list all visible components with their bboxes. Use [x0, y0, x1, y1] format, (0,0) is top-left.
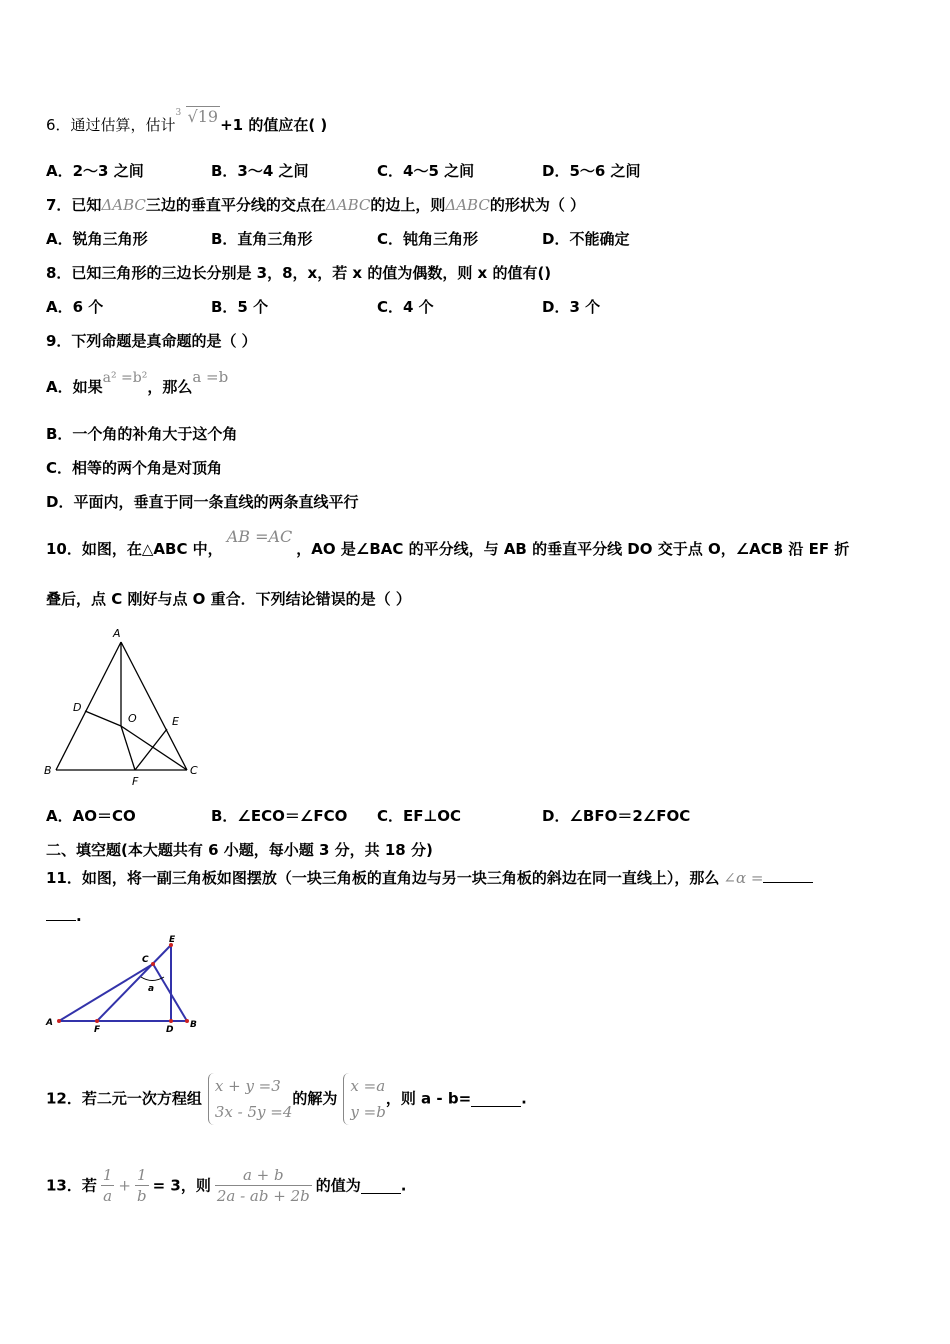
q7-option-c[interactable]: C．钝角三角形	[377, 230, 479, 248]
q8-option-b[interactable]: B．5 个	[211, 298, 269, 316]
q6-option-a[interactable]: A．2～3 之间	[46, 162, 144, 180]
q11-triangle-set-figure	[40, 930, 210, 1040]
q10-option-a[interactable]: A．AO＝CO	[46, 807, 136, 825]
q9-option-b[interactable]: B．一个角的补角大于这个角	[46, 425, 238, 443]
segment-do	[85, 711, 121, 726]
label-b: B	[44, 764, 52, 777]
label-a: A	[46, 1018, 53, 1028]
segment-oc	[121, 726, 187, 770]
q10-stem-line2: 叠后，点 C 刚好与点 O 重合．下列结论错误的是（ ）	[46, 590, 411, 608]
label-e: E	[172, 715, 179, 728]
q12-answer-blank[interactable]	[471, 1090, 521, 1107]
segment-ef	[135, 729, 167, 770]
q7-option-d[interactable]: D．不能确定	[542, 230, 630, 248]
q10-stem: 10．如图，在△ABC 中，AB =AC，AO 是∠BAC 的平分线，与 AB 的垂直平分线 DO 交于点 O，∠ACB 沿 EF 折	[46, 527, 850, 558]
q6-stem: 6．通过估算，估计 3 √19 +1 的值应在( )	[46, 107, 328, 134]
label-a: A	[113, 627, 121, 640]
q6-option-d[interactable]: D．5～6 之间	[542, 162, 641, 180]
q9-option-d[interactable]: D．平面内，垂直于同一条直线的两条直线平行	[46, 493, 359, 511]
label-alpha: a	[148, 984, 155, 994]
q7-option-a[interactable]: A．锐角三角形	[46, 230, 148, 248]
label-e: E	[169, 935, 176, 945]
segment-ac	[121, 642, 187, 770]
q9-option-c[interactable]: C．相等的两个角是对顶角	[46, 459, 223, 477]
q12-solution-system: x =a y =b	[343, 1073, 385, 1125]
q6-option-c[interactable]: C．4～5 之间	[377, 162, 475, 180]
q10-option-c[interactable]: C．EF⊥OC	[377, 807, 461, 825]
q9-option-a[interactable]: A．如果a² =b²，那么a =b	[46, 368, 229, 396]
q13-answer-blank[interactable]	[361, 1177, 401, 1194]
fraction-1-over-b: $\frac{1}{b}$	[137, 1166, 147, 1205]
label-c: C	[190, 764, 198, 777]
segment-fe	[97, 945, 171, 1021]
q8-option-c[interactable]: C．4 个	[377, 298, 434, 316]
q9-stem: 9．下列命题是真命题的是（ ）	[46, 332, 257, 350]
section-heading: 二、填空题(本大题共有 6 小题，每小题 3 分，共 18 分)	[46, 841, 433, 859]
label-f: F	[132, 775, 139, 788]
fraction-1-over-a: $\frac{1}{a}$	[102, 1166, 113, 1205]
q12-stem: 12．若二元一次方程组 x + y =3 3x - 5y =4 的解为 x =a y =b ，则 a - b= .	[46, 1068, 527, 1128]
q8-stem: 8．已知三角形的三边长分别是 3，8，x，若 x 的值为偶数，则 x 的值有()	[46, 264, 552, 282]
q10-option-d[interactable]: D．∠BFO＝2∠FOC	[542, 807, 691, 825]
q8-option-a[interactable]: A．6 个	[46, 298, 104, 316]
segment-of	[121, 726, 135, 770]
cube-root-expression: 3 √19	[175, 107, 219, 126]
q10-triangle-figure	[40, 622, 210, 790]
label-b: B	[190, 1020, 197, 1030]
q11-stem-line2: .	[46, 904, 82, 926]
q12-equation-system: x + y =3 3x - 5y =4	[208, 1073, 293, 1125]
label-o: O	[128, 712, 137, 725]
segment-ab	[56, 642, 121, 770]
label-f: F	[94, 1025, 101, 1035]
q10-option-b[interactable]: B．∠ECO＝∠FCO	[211, 807, 348, 825]
q7-stem: 7．已知ΔABC三边的垂直平分线的交点在ΔABC的边上，则ΔABC的形状为（ ）	[46, 196, 586, 214]
q11-stem: 11．如图，将一副三角板如图摆放（一块三角板的直角边与另一块三角板的斜边在同一直线上），那么 ∠α =	[46, 866, 813, 888]
label-c: C	[142, 955, 149, 965]
q6-option-b[interactable]: B．3～4 之间	[211, 162, 309, 180]
q11-answer-blank-continued[interactable]	[46, 904, 76, 921]
q8-option-d[interactable]: D．3 个	[542, 298, 601, 316]
label-d: D	[73, 701, 82, 714]
label-d: D	[166, 1025, 174, 1035]
q11-answer-blank[interactable]	[763, 866, 813, 883]
q7-option-b[interactable]: B．直角三角形	[211, 230, 313, 248]
q13-stem: 13．若 $\frac{1}{a}$ + $\frac{1}{b}$ = 3，则 $\frac{a + b}{2a - ab + 2b}$ 的值为 .	[46, 1166, 407, 1205]
fraction-target: $\frac{a + b}{2a - ab + 2b}$	[216, 1166, 310, 1205]
